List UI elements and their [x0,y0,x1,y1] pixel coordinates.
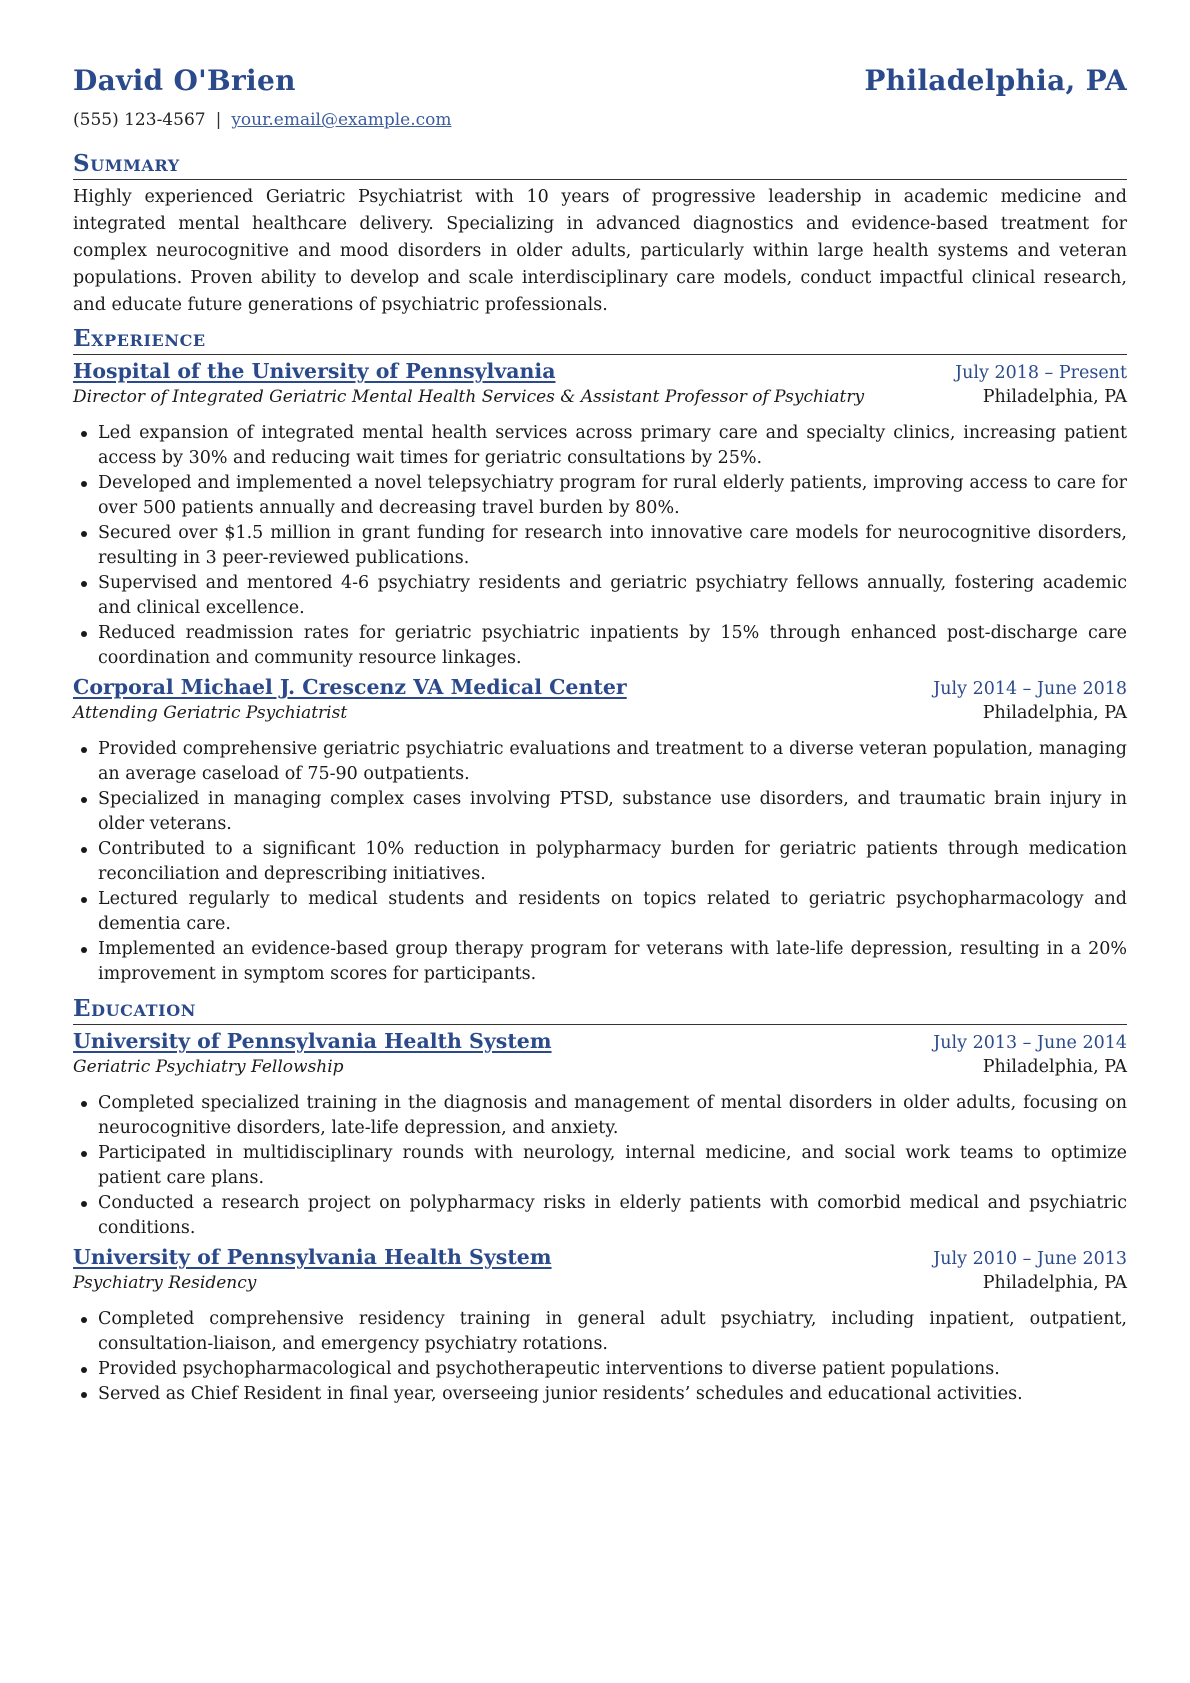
bullet-item: Developed and implemented a novel telepsychiatry program for rural elderly patients, improving access to care for over 500 patients annually and decreasing travel burden by 80%. [98,471,1127,521]
experience-entry [73,675,1127,987]
employment-dates: July 2018 – Present [955,363,1127,383]
job-location: Philadelphia, PA [982,703,1127,723]
bullet-item: Contributed to a significant 10% reduction in polypharmacy burden for geriatric patients through medication reconciliation and deprescribing initiatives. [98,837,1127,887]
education-dates: July 2010 – June 2013 [933,1249,1127,1269]
bullet-item: Conducted a research project on polypharmacy risks in elderly patients with comorbid medical and psychiatric conditions. [98,1191,1127,1241]
employment-dates: July 2014 – June 2018 [933,679,1127,699]
candidate-location: Philadelphia, PA [864,64,1127,97]
entry-subheader [73,387,1127,415]
employer-name: Corporal Michael J. Crescenz VA Medical Center [73,675,627,699]
contact-line [73,110,1127,134]
bullet-item: Specialized in managing complex cases involving PTSD, substance use disorders, and traumatic brain injury in older veterans. [98,787,1127,837]
summary-section-title: Summary [73,150,1127,180]
bullet-list [73,421,1127,671]
phone-number: (555) 123-4567 [73,110,206,130]
bullet-item: Provided comprehensive geriatric psychiatric evaluations and treatment to a diverse veteran population, managing an average caseload of 75-90 outpatients. [98,737,1127,787]
candidate-name: David O'Brien [73,64,296,97]
email-link[interactable]: your.email@example.com [231,110,452,130]
experience-entry [73,359,1127,671]
job-title: Attending Geriatric Psychiatrist [73,703,348,723]
entry-header [73,675,1127,703]
employer-name: Hospital of the University of Pennsylvania [73,359,556,383]
institution-name: University of Pennsylvania Health System [73,1245,552,1269]
program-title: Geriatric Psychiatry Fellowship [73,1057,344,1077]
bullet-item: Completed specialized training in the diagnosis and management of mental disorders in older adults, focusing on neurocognitive disorders, late-life depression, and anxiety. [98,1091,1127,1141]
entry-header [73,359,1127,387]
bullet-list [73,1091,1127,1241]
resume-page [73,64,1127,1407]
entry-header [73,1245,1127,1273]
education-entry [73,1029,1127,1241]
entry-subheader [73,1273,1127,1301]
education-section-title: Education [73,995,1127,1025]
bullet-item: Served as Chief Resident in final year, overseeing junior residents’ schedules and educational activities. [98,1382,1127,1407]
bullet-item: Implemented an evidence-based group therapy program for veterans with late-life depression, resulting in a 20% improvement in symptom scores for participants. [98,937,1127,987]
experience-section-title: Experience [73,325,1127,355]
entry-subheader [73,703,1127,731]
job-title: Director of Integrated Geriatric Mental Health Services & Assistant Professor of Psychiatry [73,387,865,407]
program-title: Psychiatry Residency [73,1273,257,1293]
bullet-list [73,1307,1127,1407]
bullet-item: Provided psychopharmacological and psychotherapeutic interventions to diverse patient populations. [98,1357,1127,1382]
contact-separator: | [215,110,222,130]
resume-header [73,64,1127,104]
education-entry [73,1245,1127,1407]
education-location: Philadelphia, PA [982,1057,1127,1077]
bullet-item: Participated in multidisciplinary rounds with neurology, internal medicine, and social work teams to optimize patient care plans. [98,1141,1127,1191]
summary-text: Highly experienced Geriatric Psychiatrist with 10 years of progressive leadership in academic medicine and integrated mental healthcare delivery. Specializing in advanced diagnostics and evidence-based treatment for complex neurocognitive and mood disorders in older adults, particularly within large health systems and veteran populations. Proven ability to develop and scale interdisciplinary care models, conduct impactful clinical research, and educate future generations of psychiatric professionals. [73,187,1127,315]
bullet-item: Secured over $1.5 million in grant funding for research into innovative care models for neurocognitive disorders, resulting in 3 peer-reviewed publications. [98,521,1127,571]
bullet-item: Reduced readmission rates for geriatric psychiatric inpatients by 15% through enhanced post-discharge care coordination and community resource linkages. [98,621,1127,671]
bullet-list [73,737,1127,987]
institution-name: University of Pennsylvania Health System [73,1029,552,1053]
education-dates: July 2013 – June 2014 [933,1033,1127,1053]
bullet-item: Led expansion of integrated mental health services across primary care and specialty clinics, increasing patient access by 30% and reducing wait times for geriatric consultations by 25%. [98,421,1127,471]
entry-subheader [73,1057,1127,1085]
job-location: Philadelphia, PA [982,387,1127,407]
bullet-item: Completed comprehensive residency training in general adult psychiatry, including inpatient, outpatient, consultation-liaison, and emergency psychiatry rotations. [98,1307,1127,1357]
bullet-item: Supervised and mentored 4-6 psychiatry residents and geriatric psychiatry fellows annually, fostering academic and clinical excellence. [98,571,1127,621]
bullet-item: Lectured regularly to medical students and residents on topics related to geriatric psychopharmacology and dementia care. [98,887,1127,937]
education-location: Philadelphia, PA [982,1273,1127,1293]
entry-header [73,1029,1127,1057]
